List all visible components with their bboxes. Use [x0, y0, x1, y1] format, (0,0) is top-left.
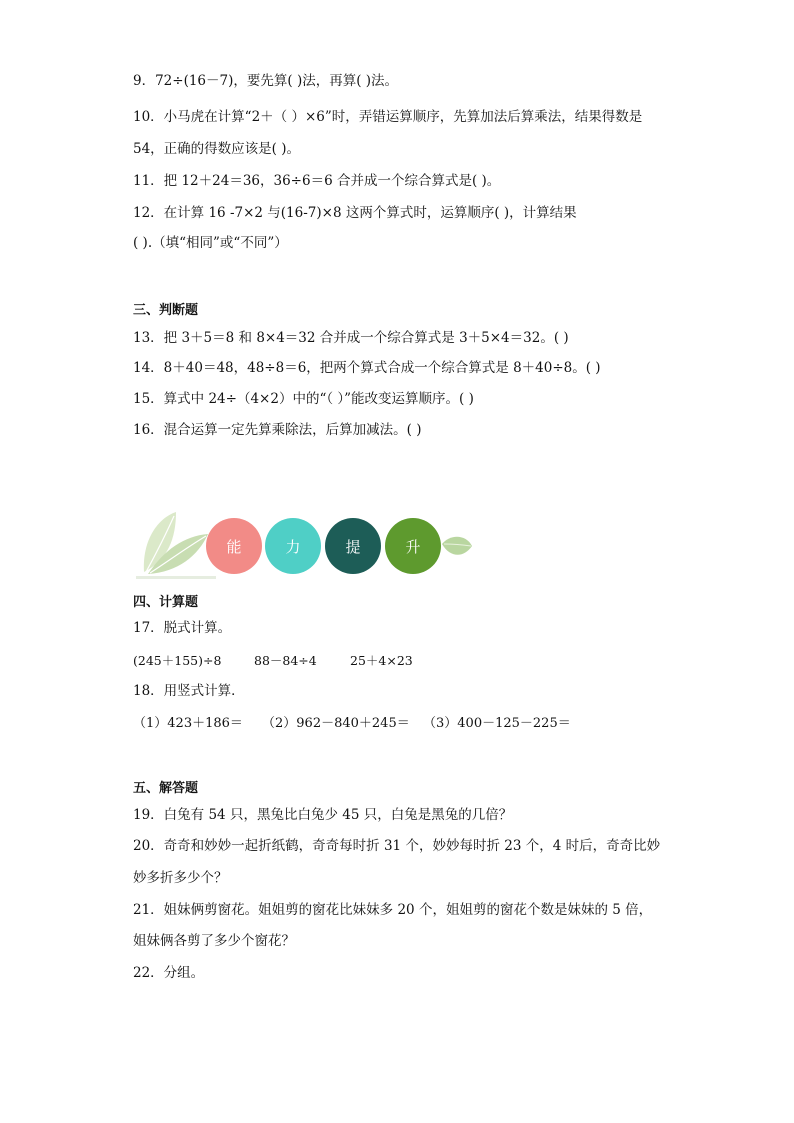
q17-expression-3: 25＋4×23	[350, 653, 413, 668]
question-12-line-2: ( ).（填“相同”或“不同”）	[133, 235, 288, 251]
question-10-line-2: 54，正确的得数应该是( )。	[133, 141, 301, 157]
ability-banner	[136, 510, 476, 582]
question-10-line-1: 10．小马虎在计算“2＋（ ）×6”时，弄错运算顺序，先算加法后算乘法，结果得数是	[133, 109, 643, 125]
question-9: 9．72÷(16－7)，要先算( )法，再算( )法。	[133, 73, 399, 89]
q18-item-1: （1）423＋186＝	[133, 716, 243, 731]
banner-circle-sheng: 升	[385, 518, 441, 574]
question-21-line-1: 21．姐妹俩剪窗花。姐姐剪的窗花比妹妹多 20 个，姐姐剪的窗花个数是妹妹的 5 倍，	[133, 902, 653, 918]
section-judge-heading: 三、判断题	[133, 303, 199, 318]
banner-circle-neng: 能	[206, 518, 262, 574]
question-21-line-2: 姐妹俩各剪了多少个窗花？	[133, 933, 295, 949]
question-22: 22．分组。	[133, 965, 205, 981]
q17-expression-1: (245＋155)÷8	[133, 653, 222, 668]
q18-item-2: （2）962－840＋245＝	[262, 716, 410, 731]
small-leaf-icon	[440, 532, 474, 562]
question-12-line-1: 12．在计算 16 -7×2 与(16-7)×8 这两个算式时，运算顺序( )，计算结果	[133, 205, 577, 221]
question-17: 17．脱式计算。	[133, 620, 232, 636]
leaf-decoration-icon	[136, 510, 216, 580]
q18-item-3: （3）400－125－225＝	[423, 716, 571, 731]
banner-circle-li: 力	[265, 518, 321, 574]
section-calc-heading: 四、计算题	[133, 595, 199, 610]
banner-circle-ti: 提	[325, 518, 381, 574]
question-11: 11．把 12＋24＝36，36÷6＝6 合并成一个综合算式是( )。	[133, 173, 501, 189]
question-18: 18．用竖式计算．	[133, 683, 245, 699]
question-20-line-2: 妙多折多少个？	[133, 870, 228, 886]
question-13: 13．把 3＋5＝8 和 8×4＝32 合并成一个综合算式是 3＋5×4＝32。( )	[133, 330, 569, 346]
question-20-line-1: 20．奇奇和妙妙一起折纸鹤，奇奇每时折 31 个，妙妙每时折 23 个，4 时后，奇奇比妙	[133, 838, 661, 854]
question-19: 19．白兔有 54 只，黑兔比白兔少 45 只，白兔是黑兔的几倍？	[133, 807, 513, 823]
question-16: 16．混合运算一定先算乘除法，后算加减法。( )	[133, 422, 422, 438]
question-14: 14．8＋40＝48，48÷8＝6，把两个算式合成一个综合算式是 8＋40÷8。( )	[133, 360, 601, 376]
question-15: 15．算式中 24÷（4×2）中的“（ ）”能改变运算顺序。( )	[133, 391, 474, 407]
q17-expression-2: 88－84÷4	[254, 653, 317, 668]
section-answer-heading: 五、解答题	[133, 781, 199, 796]
